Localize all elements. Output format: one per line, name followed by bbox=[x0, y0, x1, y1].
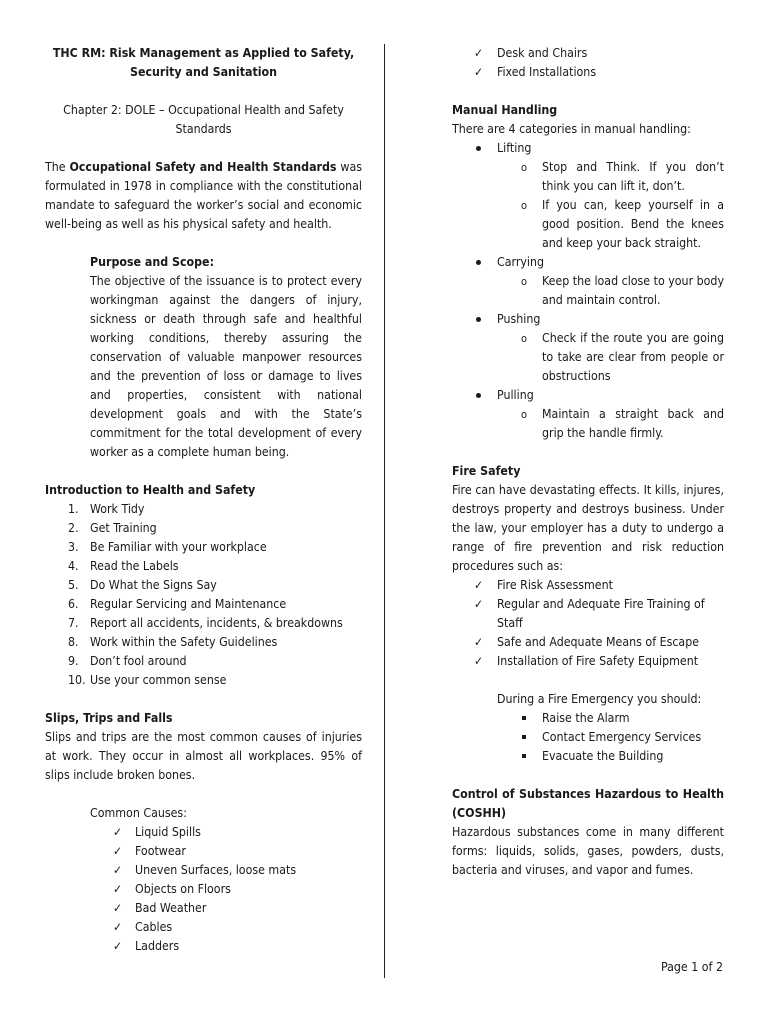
fire-safety-paragraph: Fire can have devastating effects. It kills, injures, destroys property and destroys business. Under the law, your employer has a duty to undergo a range of fire prevention and risk reduction procedures such as: bbox=[452, 483, 724, 573]
list-item: 4. Read the Labels bbox=[68, 559, 179, 573]
coshh-heading: Control of Substances Hazardous to Health (COSHH) bbox=[452, 787, 724, 820]
list-item: ✓ Fixed Installations bbox=[452, 63, 724, 82]
sub-list-item: o Check if the route you are going to take are clear from people or obstructions bbox=[452, 329, 724, 386]
list-item: 5. Do What the Signs Say bbox=[68, 578, 217, 592]
list-item: 1. Work Tidy bbox=[68, 502, 145, 516]
common-causes-list bbox=[45, 823, 362, 956]
list-item: ✓ Footwear bbox=[45, 842, 362, 861]
intro-health-safety-list bbox=[45, 500, 362, 690]
list-item: ✓ Ladders bbox=[45, 937, 362, 956]
sub-list-item: o Maintain a straight back and grip the handle firmly. bbox=[452, 405, 724, 443]
list-item: ✓ Safe and Adequate Means of Escape bbox=[452, 633, 724, 652]
common-causes-label: Common Causes: bbox=[90, 806, 187, 820]
list-item: 2. Get Training bbox=[68, 521, 157, 535]
list-item: 9. Don’t fool around bbox=[68, 654, 187, 668]
manual-handling-list bbox=[452, 139, 724, 443]
list-item: Raise the Alarm bbox=[452, 709, 724, 728]
continued-causes-list bbox=[452, 44, 724, 82]
sub-list-item: o If you can, keep yourself in a good position. Bend the knees and keep your back straight. bbox=[452, 196, 724, 253]
list-item: Pulling o Maintain a straight back and grip the handle firmly. bbox=[452, 386, 724, 443]
slips-paragraph: Slips and trips are the most common causes of injuries at work. They occur in almost all workplaces. 95% of slips include broken bones. bbox=[45, 730, 362, 782]
list-item: ✓ Bad Weather bbox=[45, 899, 362, 918]
list-item: ✓ Objects on Floors bbox=[45, 880, 362, 899]
list-item: 10. Use your common sense bbox=[68, 673, 227, 687]
fire-emergency-label: During a Fire Emergency you should: bbox=[497, 692, 702, 706]
purpose-paragraph: The objective of the issuance is to protect every workingman against the dangers of injury, sickness or death through safe and healthful working conditions, thereby assuring the conservation of valuable manpower resources and the prevention of loss or damage to lives and properties, consistent with national development goals and with the State’s commitment for the total development of every worker as a complete human being. bbox=[90, 274, 362, 459]
manual-handling-intro: There are 4 categories in manual handling: bbox=[452, 122, 691, 136]
sub-list-item: o Stop and Think. If you don’t think you can lift it, don’t. bbox=[452, 158, 724, 196]
list-item: Contact Emergency Services bbox=[452, 728, 724, 747]
list-item: 3. Be Familiar with your workplace bbox=[68, 540, 267, 554]
fire-procedures-list bbox=[452, 576, 724, 671]
document-title: THC RM: Risk Management as Applied to Safety, Security and Sanitation bbox=[52, 46, 355, 79]
fire-safety-heading: Fire Safety bbox=[452, 464, 521, 478]
list-item: ✓ Desk and Chairs bbox=[452, 44, 724, 63]
list-item: ✓ Regular and Adequate Fire Training of Staff bbox=[452, 595, 724, 633]
purpose-heading: Purpose and Scope: bbox=[90, 255, 214, 269]
list-item: ✓ Installation of Fire Safety Equipment bbox=[452, 652, 724, 671]
list-item: ✓ Uneven Surfaces, loose mats bbox=[45, 861, 362, 880]
intro-health-safety-heading: Introduction to Health and Safety bbox=[45, 483, 256, 497]
list-item: Carrying o Keep the load close to your body and maintain control. bbox=[452, 253, 724, 310]
list-item: 7. Report all accidents, incidents, & breakdowns bbox=[68, 616, 343, 630]
fire-emergency-list bbox=[452, 709, 724, 766]
sub-list-item: o Keep the load close to your body and maintain control. bbox=[452, 272, 724, 310]
column-divider bbox=[384, 44, 385, 978]
list-item: Pushing o Check if the route you are going to take are clear from people or obstructions bbox=[452, 310, 724, 386]
coshh-paragraph: Hazardous substances come in many different forms: liquids, solids, gases, powders, dusts, bacteria and viruses, and vapor and fumes. bbox=[452, 825, 724, 877]
list-item: Lifting o Stop and Think. If you don’t think you can lift it, don’t. o If you can, keep yourself in a good position. Bend the knees and keep your back straight. bbox=[452, 139, 724, 253]
list-item: ✓ Cables bbox=[45, 918, 362, 937]
slips-heading: Slips, Trips and Falls bbox=[45, 711, 173, 725]
list-item: 8. Work within the Safety Guidelines bbox=[68, 635, 278, 649]
list-item: Evacuate the Building bbox=[452, 747, 724, 766]
list-item: ✓ Fire Risk Assessment bbox=[452, 576, 724, 595]
left-column bbox=[45, 44, 362, 956]
chapter-title: Chapter 2: DOLE – Occupational Health and Safety Standards bbox=[63, 103, 344, 136]
list-item: ✓ Liquid Spills bbox=[45, 823, 362, 842]
manual-handling-heading: Manual Handling bbox=[452, 103, 558, 117]
right-column bbox=[452, 44, 724, 880]
page-number: Page 1 of 2 bbox=[660, 960, 723, 974]
intro-paragraph: The Occupational Safety and Health Standards was formulated in 1978 in compliance with the constitutional mandate to safeguard the worker’s social and economic well-being as well as his physical safety and health. bbox=[45, 160, 362, 231]
list-item: 6. Regular Servicing and Maintenance bbox=[68, 597, 287, 611]
